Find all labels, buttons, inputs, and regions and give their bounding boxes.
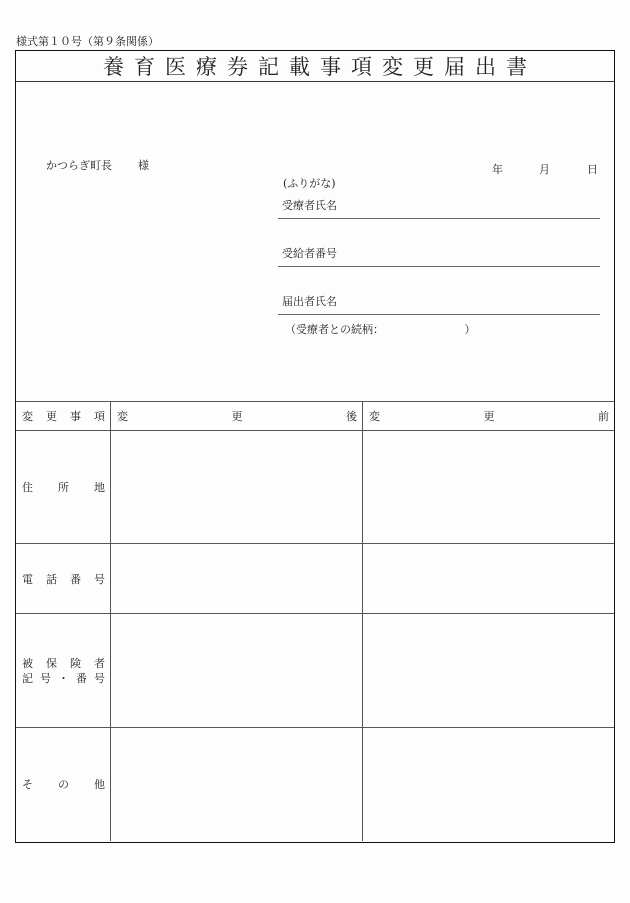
label-char: 保 [46,656,57,670]
form-frame [15,50,615,843]
patient-name-field[interactable] [278,218,600,219]
header-char: 更 [483,410,495,423]
label-char: 号 [94,572,105,586]
page-title: 養育医療券記載事項変更届出書 [103,55,537,79]
row-label-insured [16,614,111,728]
row-label-other [16,728,111,841]
header-char: 更 [231,410,243,423]
label-char: 所 [58,481,69,494]
header-after [111,402,363,431]
other-before-cell[interactable] [363,728,615,841]
table-row-phone [16,544,614,614]
date-day-label: 日 [587,163,598,176]
header-char: 更 [46,410,57,423]
header-char: 前 [598,410,609,423]
header-char: 事 [70,410,81,423]
table-row-insured [16,614,614,728]
patient-name-label: 受療者氏名 [282,199,337,212]
header-char: 変 [117,410,128,423]
label-char: 他 [94,778,105,792]
label-char: 被 [22,656,33,670]
label-char: 番 [70,572,81,586]
insured-before-cell[interactable] [363,614,615,728]
label-char: ・ [58,671,69,685]
header-char: 項 [94,410,105,423]
relation-close: ） [464,323,476,336]
addressee-name: かつらぎ町長 [46,159,112,172]
table-header-row [16,402,614,431]
applicant-name-label: 届出者氏名 [282,295,337,308]
label-char: 電 [22,572,33,586]
form-number: 様式第１０号（第９条関係） [16,35,159,48]
phone-after-cell[interactable] [111,544,363,614]
phone-before-cell[interactable] [363,544,615,614]
header-before [363,402,615,431]
date-year-label: 年 [492,163,503,176]
address-after-cell[interactable] [111,431,363,544]
table-row-address [16,431,614,544]
insured-after-cell[interactable] [111,614,363,728]
label-char: そ [22,778,33,792]
row-label-address [16,431,111,544]
date-month-label: 月 [539,163,550,176]
label-char: 記 [22,671,33,685]
header-item [16,402,111,431]
furigana-label: (ふりがな) [283,177,336,190]
label-char: 話 [46,572,57,586]
header-char: 後 [346,410,357,423]
label-char: 番 [76,671,87,685]
recipient-number-field[interactable] [278,266,600,267]
label-char: 険 [70,656,81,670]
title-band [16,51,614,82]
other-after-cell[interactable] [111,728,363,841]
addressee-honorific: 様 [138,159,149,172]
header-char: 変 [22,410,33,423]
header-char: 変 [369,410,380,423]
label-char: 号 [40,671,51,685]
addressee [46,157,149,173]
label-char: 地 [94,481,105,494]
relation-label: （受療者との続柄： [285,323,379,336]
row-label-phone [16,544,111,614]
changes-table [16,401,614,841]
table-row-other [16,728,614,841]
label-char: 住 [22,481,33,494]
label-char: 号 [94,671,105,685]
applicant-name-field[interactable] [278,314,600,315]
label-char: 者 [94,656,105,670]
relation-line [285,321,476,337]
address-before-cell[interactable] [363,431,615,544]
recipient-number-label: 受給者番号 [282,247,337,260]
label-char: の [58,778,69,792]
